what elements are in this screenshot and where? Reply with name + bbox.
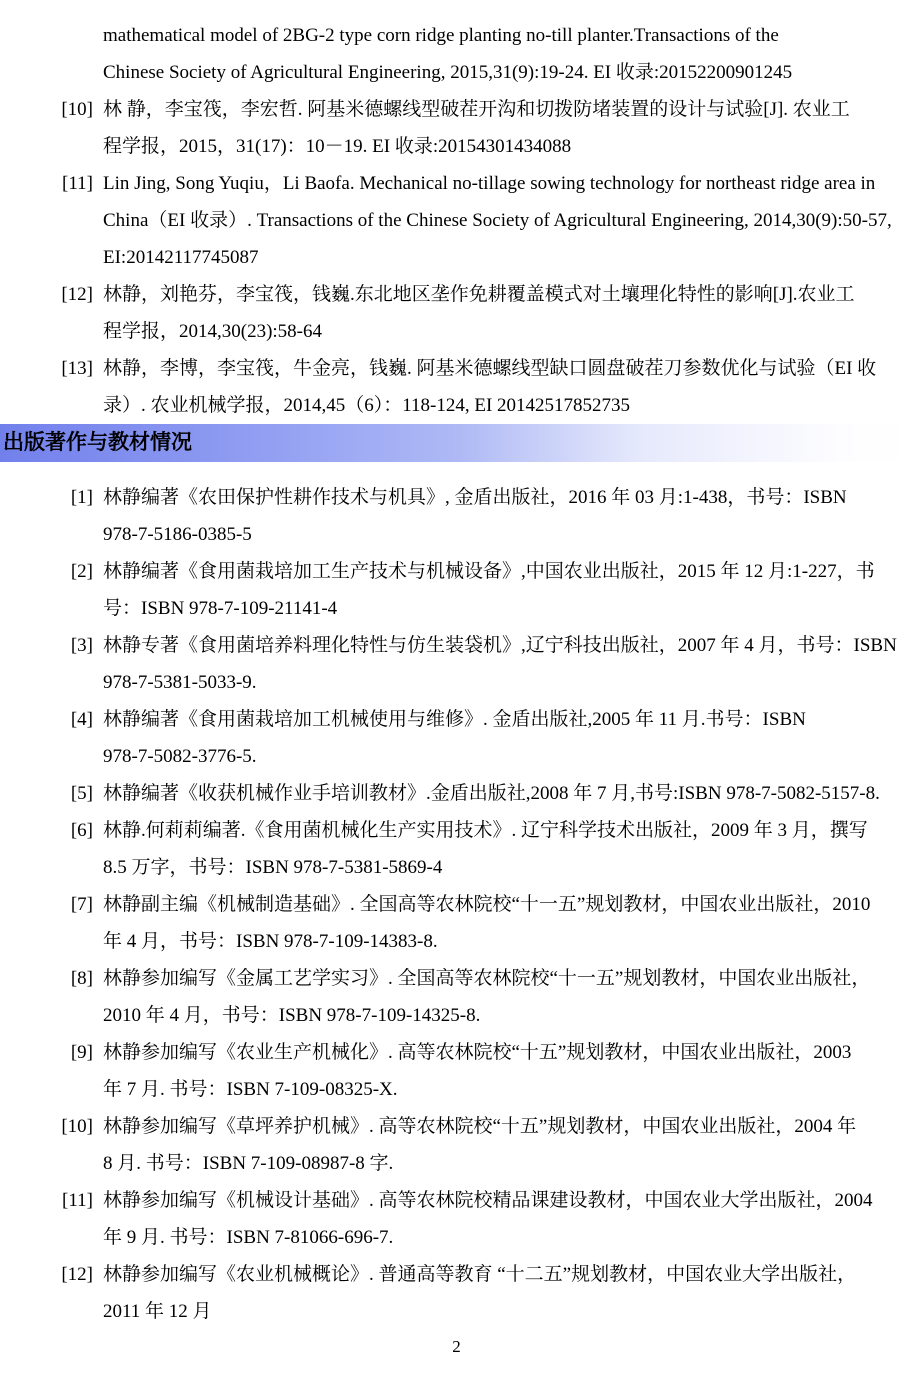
reference-first-line <box>0 775 913 812</box>
reference-item <box>0 775 913 812</box>
reference-item <box>0 350 913 424</box>
reference-first-line <box>0 1034 913 1071</box>
reference-continuation-line: 978-7-5186-0385-5 <box>103 524 252 545</box>
reference-continuation-line: China（EI 收录）. Transactions of the Chinese Society of Agricultural Engineering, 2014,30(9):50-57, <box>103 210 892 231</box>
reference-text: 林静参加编写《草坪养护机械》. 高等农林院校“十五”规划教材，中国农业出版社，2004 年 <box>103 1116 857 1137</box>
reference-number: [8] <box>70 968 93 989</box>
carryover-line: mathematical model of 2BG-2 type corn ridge planting no-till planter.Transactions of the <box>103 25 779 46</box>
reference-number: [5] <box>70 783 93 804</box>
reference-number: [11] <box>62 173 93 194</box>
reference-number: [3] <box>70 635 93 656</box>
section-header-bar <box>0 424 913 462</box>
reference-number: [12] <box>61 284 93 305</box>
reference-continuation-line: 年 7 月. 书号：ISBN 7-109-08325-X. <box>103 1079 398 1100</box>
books-section <box>0 479 913 1330</box>
reference-continuation-line: 978-7-5381-5033-9. <box>103 672 257 693</box>
reference-item <box>0 701 913 775</box>
reference-text: 林静编著《农田保护性耕作技术与机具》, 金盾出版社，2016 年 03 月:1-438，书号：ISBN <box>103 487 847 508</box>
reference-number: [7] <box>70 894 93 915</box>
reference-text: 林静，李博，李宝筏，牛金亮，钱巍. 阿基米德螺线型缺口圆盘破茬刀参数优化与试验（EI 收 <box>103 358 877 379</box>
reference-first-line <box>0 1182 913 1219</box>
reference-first-line <box>0 479 913 516</box>
reference-text: 林静编著《食用菌栽培加工机械使用与维修》. 金盾出版社,2005 年 11 月.书号：ISBN <box>103 709 806 730</box>
reference-continuation-line: 年 4 月，书号：ISBN 978-7-109-14383-8. <box>103 931 438 952</box>
reference-number: [10] <box>61 99 93 120</box>
publications-reference-list <box>0 91 913 424</box>
reference-item <box>0 1034 913 1108</box>
reference-continuation-line: EI:20142117745087 <box>103 247 259 268</box>
reference-number: [11] <box>62 1190 93 1211</box>
reference-item <box>0 553 913 627</box>
reference-item <box>0 960 913 1034</box>
reference-first-line <box>0 553 913 590</box>
reference-continuation-line: 程学报，2014,30(23):58-64 <box>103 321 323 342</box>
reference-continuation-line: 8.5 万字，书号：ISBN 978-7-5381-5869-4 <box>103 857 443 878</box>
reference-first-line <box>0 886 913 923</box>
reference-item <box>0 1108 913 1182</box>
page-number: 2 <box>452 1337 461 1356</box>
reference-text: 林静参加编写《农业生产机械化》. 高等农林院校“十五”规划教材，中国农业出版社，2003 <box>103 1042 852 1063</box>
reference-item <box>0 886 913 960</box>
reference-item <box>0 91 913 165</box>
reference-item <box>0 276 913 350</box>
reference-first-line <box>0 812 913 849</box>
carryover-line: Chinese Society of Agricultural Engineering, 2015,31(9):19-24. EI 收录:20152200901245 <box>103 62 793 83</box>
reference-text: 林静编著《食用菌栽培加工生产技术与机械设备》,中国农业出版社，2015 年 12 月:1-227，书 <box>103 561 875 582</box>
reference-first-line <box>0 165 913 202</box>
reference-text: 林静.何莉莉编著.《食用菌机械化生产实用技术》. 辽宁科学技术出版社，2009 年 3 月，撰写 <box>103 820 868 841</box>
reference-continuation-line: 8 月. 书号：ISBN 7-109-08987-8 字. <box>103 1153 394 1174</box>
reference-continuation-line: 号：ISBN 978-7-109-21141-4 <box>103 598 338 619</box>
reference-number: [6] <box>70 820 93 841</box>
reference-continuation-line: 年 9 月. 书号：ISBN 7-81066-696-7. <box>103 1227 394 1248</box>
reference-text: 林静副主编《机械制造基础》. 全国高等农林院校“十一五”规划教材，中国农业出版社，2010 <box>103 894 871 915</box>
section-header-title: 出版著作与教材情况 <box>3 431 192 454</box>
reference-continuation-line: 录）. 农业机械学报，2014,45（6）：118-124, EI 20142517852735 <box>103 395 631 416</box>
reference-number: [10] <box>61 1116 93 1137</box>
reference-first-line <box>0 960 913 997</box>
reference-item <box>0 165 913 276</box>
reference-first-line <box>0 91 913 128</box>
reference-first-line <box>0 1108 913 1145</box>
reference-item <box>0 627 913 701</box>
books-reference-list <box>0 479 913 1330</box>
reference-text: 林静编著《收获机械作业手培训教材》.金盾出版社,2008 年 7 月,书号:ISBN 978-7-5082-5157-8. <box>103 783 880 804</box>
reference-number: [2] <box>70 561 93 582</box>
reference-text: 林静，刘艳芬，李宝筏，钱巍.东北地区垄作免耕覆盖模式对土壤理化特性的影响[J].农业工 <box>103 284 855 305</box>
reference-continuation-line: 程学报，2015，31(17)：10－19. EI 收录:20154301434088 <box>103 136 572 157</box>
reference-first-line <box>0 276 913 313</box>
reference-text: Lin Jing, Song Yuqiu，Li Baofa. Mechanical no-tillage sowing technology for northeast ridge area in <box>103 173 876 194</box>
reference-number: [4] <box>70 709 93 730</box>
reference-number: [9] <box>70 1042 93 1063</box>
reference-text: 林静参加编写《金属工艺学实习》. 全国高等农林院校“十一五”规划教材，中国农业出版社， <box>103 968 871 989</box>
reference-item <box>0 812 913 886</box>
reference-number: [12] <box>61 1264 93 1285</box>
reference-number: [13] <box>61 358 93 379</box>
reference-first-line <box>0 1256 913 1293</box>
reference-continuation-line: 978-7-5082-3776-5. <box>103 746 257 767</box>
publications-continued-section <box>0 0 913 424</box>
reference-item <box>0 1182 913 1256</box>
reference-text: 林静参加编写《机械设计基础》. 高等农林院校精品课建设教材，中国农业大学出版社，2004 <box>103 1190 873 1211</box>
reference-first-line <box>0 701 913 738</box>
reference-text: 林 静，李宝筏，李宏哲. 阿基米德螺线型破茬开沟和切拨防堵装置的设计与试验[J]. 农业工 <box>103 99 850 120</box>
reference-first-line <box>0 627 913 664</box>
reference-continuation-line: 2010 年 4 月，书号：ISBN 978-7-109-14325-8. <box>103 1005 481 1026</box>
reference-continuation-line: 2011 年 12 月 <box>103 1301 212 1322</box>
reference-number: [1] <box>70 487 93 508</box>
reference-first-line <box>0 350 913 387</box>
reference-text: 林静参加编写《农业机械概论》. 普通高等教育 “十二五”规划教材，中国农业大学出版社， <box>103 1264 857 1285</box>
reference-item <box>0 479 913 553</box>
reference-text: 林静专著《食用菌培养料理化特性与仿生装袋机》,辽宁科技出版社，2007 年 4 月，书号：ISBN <box>103 635 897 656</box>
reference-item <box>0 1256 913 1330</box>
